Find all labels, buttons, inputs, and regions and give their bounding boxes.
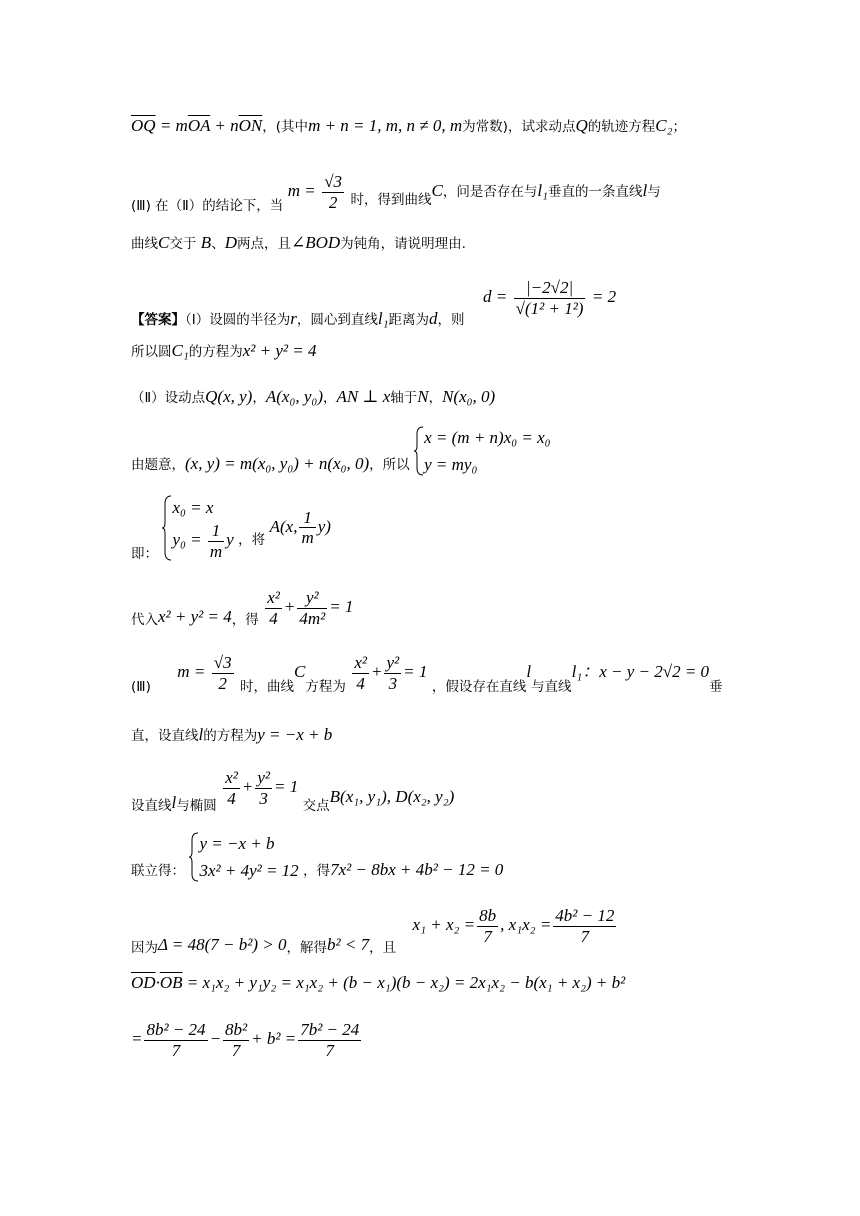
text: 、	[211, 236, 225, 252]
text: ，	[428, 390, 443, 406]
line-l1: l₁	[537, 181, 548, 201]
line-l1: l₁	[377, 309, 389, 329]
text: 交点	[302, 797, 330, 814]
part3-answer-line2	[131, 724, 332, 745]
line-l1-equation: ：x − y − 2√2 = 0	[582, 662, 710, 682]
text: 为常数)，试求动点	[462, 119, 576, 135]
text: 因为	[131, 939, 158, 956]
text: (Ⅲ)	[131, 679, 151, 696]
discriminant: Δ = 48(7 − b²) > 0	[158, 934, 287, 954]
point-q: Q	[575, 116, 588, 135]
part2-setup	[131, 386, 495, 407]
text: 联立得：	[131, 863, 185, 880]
line-l-equation: y = −x + b	[257, 725, 333, 744]
ellipse-equation: $\frac{\text{x²}}{4}$ + $\frac{\text{y²}}{\text{4m²}}$ = 1	[267, 588, 354, 628]
text: 代入	[131, 611, 158, 628]
text: ，得	[303, 863, 331, 880]
text: 垂直的一条直线	[547, 184, 643, 201]
text: ，且	[369, 939, 397, 956]
text: 轴于	[390, 390, 418, 406]
text: 与直线	[531, 679, 572, 696]
line-l: l	[526, 662, 532, 682]
point-d: D	[224, 233, 237, 252]
text: ，则	[437, 312, 465, 329]
text: 曲线	[131, 236, 158, 252]
curve-c2: C₂	[655, 116, 673, 135]
condition: m + n = 1, m, n ≠ 0, m	[308, 116, 463, 135]
left-brace	[189, 832, 199, 882]
text: 设直线	[131, 797, 172, 814]
b-inequality: b² < 7	[327, 934, 370, 954]
text: ，	[252, 390, 266, 406]
circle-c1: C₁	[171, 341, 189, 360]
join-system	[131, 830, 503, 884]
part3-answer-line1	[131, 653, 723, 696]
m-eq: m =	[177, 662, 206, 682]
curve-c: C	[431, 181, 443, 201]
line-vector-def	[131, 115, 686, 136]
text: 方程为	[305, 679, 346, 696]
text: 与	[647, 184, 661, 201]
text: ，所以	[369, 457, 410, 474]
system-1: x = (m + n)x₀ = x₀ y = my₀	[424, 428, 551, 475]
text: 与椭圆	[176, 797, 217, 814]
vector-equation: $\overline{OQ} = m\overline{OA} + n\overline{ON}$	[131, 116, 263, 135]
left-brace	[162, 495, 172, 561]
text: ，(其中	[262, 119, 309, 135]
system-2: x₀ = x y₀ = $\frac{1}{m}$ y	[172, 498, 234, 561]
text: ，	[322, 390, 337, 406]
text: ；	[672, 119, 686, 135]
line-l: l	[198, 725, 204, 744]
discriminant-line	[131, 906, 618, 956]
text: 为钝角，请说明理由.	[340, 236, 466, 252]
text: ，问是否存在与	[442, 184, 538, 201]
text: 距离为	[388, 312, 429, 329]
line-l: l	[171, 792, 177, 812]
r: r	[290, 309, 297, 329]
part3-question-line1	[131, 172, 661, 215]
text: 两点，且	[236, 236, 291, 252]
d: d	[429, 309, 438, 329]
line-l1: l₁	[571, 662, 583, 682]
curve-c: C	[294, 662, 306, 682]
circle-equation-line	[131, 340, 316, 361]
point-a: A(x₀, y₀)	[265, 387, 323, 406]
point-n-coord: N(x₀, 0)	[442, 387, 496, 406]
text: (Ⅲ) 在（Ⅱ）的结论下，当	[131, 198, 284, 215]
text: 交于	[169, 236, 197, 252]
text: 由题意，	[131, 457, 185, 474]
text: （Ⅰ）设圆的半径为	[185, 312, 291, 329]
answer-tag: 【答案】	[131, 312, 185, 329]
system-3: y = −x + b 3x² + 4y² = 12	[199, 834, 299, 881]
line-l: l	[642, 181, 648, 201]
point-b: B	[200, 233, 212, 252]
circle-equation: x² + y² = 4	[242, 341, 317, 360]
distance-fraction: $\frac{|-2√2|}{\text{√(1² + 1²)}}$	[515, 278, 584, 318]
dot-product-line	[131, 973, 625, 993]
fraction: $\frac{√3}{2}$	[324, 172, 343, 212]
text: 即：	[131, 545, 158, 562]
point-a-sub: A(x, $\frac{1}{m}$ y)	[269, 507, 331, 548]
dot-product-result	[131, 1020, 363, 1060]
curve-c: C	[158, 233, 170, 252]
result-expression: = $\frac{\text{8b² − 24}}{7}$ − $\frac{\text{8b²}}{7}$ + b² = $\frac{\text{7b² − 24}}{7}$	[131, 1020, 360, 1060]
text: 的方程为	[188, 344, 243, 360]
part2-given	[131, 424, 551, 478]
text: ，解得	[286, 939, 328, 956]
text: ，得	[231, 611, 259, 628]
part3-question-line2	[131, 232, 466, 253]
text: ，将	[238, 531, 266, 548]
part2-substitute	[131, 588, 353, 628]
text: 时，得到曲线	[350, 192, 432, 209]
circle-equation: x² + y² = 4	[158, 606, 232, 626]
intersection-points: B(x₁, y₁), D(x₂, y₂)	[329, 786, 455, 806]
answer-part1	[131, 278, 617, 329]
point-n: N	[417, 387, 429, 406]
m-eq: m =	[287, 181, 316, 201]
given-equation: (x, y) = m(x₀, y₀) + n(x₀, 0)	[185, 454, 370, 474]
intersection-line	[131, 768, 455, 814]
text: 时，曲线	[240, 679, 295, 696]
part2-ie	[131, 494, 331, 561]
text: 直，设直线	[131, 728, 199, 744]
d-result: = 2	[591, 287, 617, 307]
ellipse-equation: $\frac{\text{x²}}{4}$ + $\frac{\text{y²}}{3}$ = 1	[225, 768, 299, 808]
perpendicular: AN ⊥ x	[336, 387, 391, 406]
vieta-relations: x₁ + x₂ = $\frac{8b}{7}$ , x₁x₂ = $\frac{\text{4b² − 12}}{7}$	[412, 906, 615, 946]
point-q: Q(x, y)	[205, 387, 253, 406]
left-brace	[414, 426, 424, 476]
text: （Ⅱ）设动点	[131, 390, 206, 406]
text: 的轨迹方程	[587, 119, 656, 135]
text: 的方程为	[203, 728, 258, 744]
ellipse-equation: $\frac{\text{x²}}{4}$ + $\frac{\text{y²}}{3}$ = 1	[354, 653, 428, 693]
d-eq: d =	[482, 287, 508, 307]
text: 所以圆	[131, 344, 172, 360]
text: ，圆心到直线	[296, 312, 378, 329]
quadratic-equation: 7x² − 8bx + 4b² − 12 = 0	[330, 860, 504, 880]
text: ，假设存在直线	[431, 679, 527, 696]
angle-bod: ∠BOD	[290, 233, 341, 252]
dot-product: $\overline{OD}\cdot\overline{OB} = x_1x_2 + y_1y_2 = x_1x_2 + (b - x_1)(b - x_2) = 2x_1x_2 - b(x_1 + x_2) + b^2$	[131, 973, 626, 992]
fraction: $\frac{√3}{2}$	[213, 653, 232, 693]
text: 垂	[709, 679, 723, 696]
